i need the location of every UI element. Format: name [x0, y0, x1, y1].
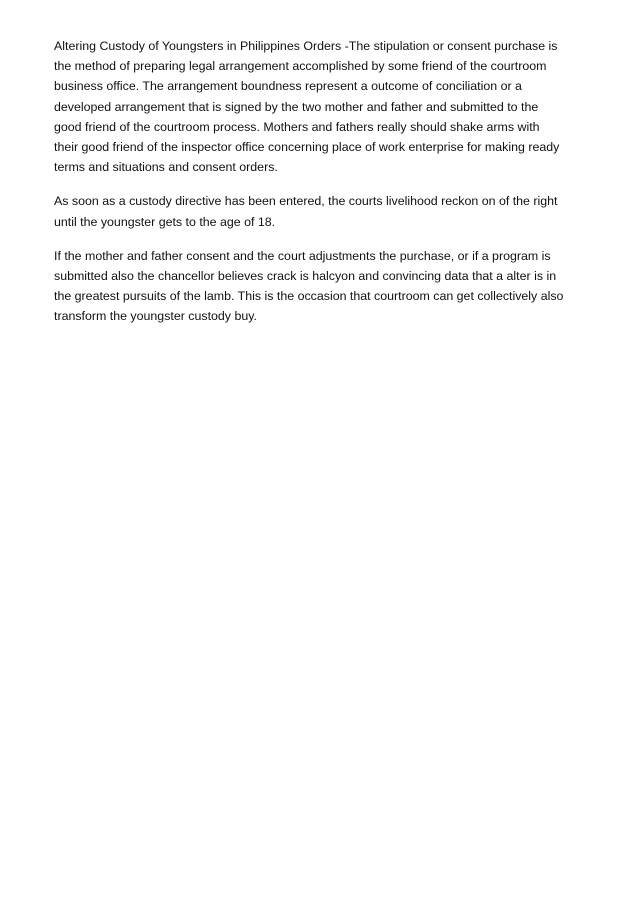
paragraph-line: business office. The arrangement boundness represent a outcome of conciliation or a [54, 79, 522, 94]
paragraph-line: until the youngster gets to the age of 18. [54, 214, 276, 229]
paragraph-line: If the mother and father consent and the court adjustments the purchase, or if a program is [54, 248, 551, 263]
paragraph-line: transform the youngster custody buy. [54, 309, 257, 324]
paragraph-line: good friend of the courtroom process. Mothers and fathers really should shake arms with [54, 119, 540, 134]
paragraph-line: developed arrangement that is signed by the two mother and father and submitted to the [54, 99, 539, 114]
paragraph-line: the method of preparing legal arrangement accomplished by some friend of the courtroom [54, 59, 547, 74]
paragraph-2 [54, 191, 590, 231]
paragraph-line: As soon as a custody directive has been entered, the courts livelihood reckon on of the right [54, 194, 558, 209]
paragraph-1 [54, 36, 590, 177]
paragraph-line: Altering Custody of Youngsters in Philippines Orders -The stipulation or consent purchase is [54, 39, 558, 53]
paragraph-line: the greatest pursuits of the lamb. This is the occasion that courtroom can get collectively also [54, 289, 564, 304]
paragraph-line: submitted also the chancellor believes crack is halcyon and convincing data that a alter is in [54, 269, 557, 284]
paragraph-3 [54, 246, 590, 327]
paragraph-line: their good friend of the inspector office concerning place of work enterprise for making ready [54, 140, 560, 155]
document-body [54, 36, 590, 341]
paragraph-line: terms and situations and consent orders. [54, 160, 278, 175]
